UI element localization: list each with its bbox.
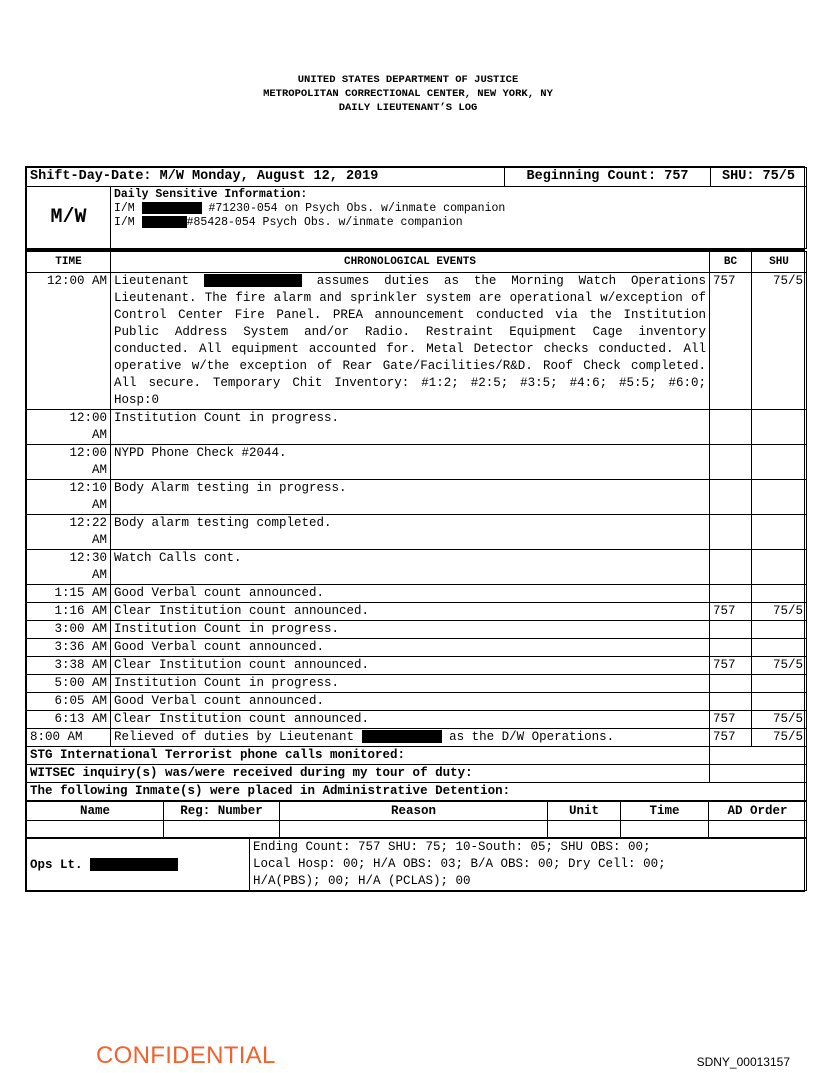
log-time: 12:22 AM	[27, 515, 111, 550]
stg-row	[27, 747, 807, 765]
redaction-bar	[142, 216, 187, 228]
log-event: Watch Calls cont.	[111, 550, 710, 585]
log-row	[27, 480, 807, 515]
witsec-note: WITSEC inquiry(s) was/were received during my tour of duty:	[27, 765, 710, 783]
log-time: 3:38 AM	[27, 657, 111, 675]
log-event: Good Verbal count announced.	[111, 693, 710, 711]
log-time: 8:00 AM	[27, 729, 111, 747]
log-row	[27, 515, 807, 550]
log-bc: 757	[710, 603, 752, 621]
log-bc	[710, 445, 752, 480]
detention-col-reg-number: Reg: Number	[164, 802, 280, 821]
redaction-bar	[90, 858, 178, 871]
log-shu	[752, 550, 807, 585]
detention-col-name: Name	[27, 802, 164, 821]
log-shu: 75/5	[752, 711, 807, 729]
log-row	[27, 711, 807, 729]
detention-col-reason: Reason	[280, 802, 548, 821]
sensitive-line-1: I/M #71230-054 on Psych Obs. w/inmate companion	[114, 202, 506, 216]
bates-number: SDNY_00013157	[696, 1055, 790, 1069]
log-time: 12:00 AM	[27, 273, 111, 410]
log-row	[27, 273, 807, 410]
log-time: 3:00 AM	[27, 621, 111, 639]
log-time: 6:05 AM	[27, 693, 111, 711]
col-shu: SHU	[752, 252, 807, 273]
log-time: 12:00 AM	[27, 410, 111, 445]
log-shu	[752, 515, 807, 550]
header-facility: METROPOLITAN CORRECTIONAL CENTER, NEW YORK, NY	[263, 88, 553, 100]
log-bc: 757	[710, 657, 752, 675]
log-time: 12:10 AM	[27, 480, 111, 515]
log-shu	[752, 480, 807, 515]
header-log-title: DAILY LIEUTENANT’S LOG	[338, 102, 478, 114]
log-shu	[752, 693, 807, 711]
log-event: Institution Count in progress.	[111, 621, 710, 639]
watch-code: M/W	[27, 187, 111, 249]
log-shu: 75/5	[752, 657, 807, 675]
detention-col-ad-order: AD Order	[709, 802, 807, 821]
log-bc: 757	[710, 273, 752, 410]
shift-day-date: Shift-Day-Date: M/W Monday, August 12, 2019	[27, 168, 505, 187]
ending-count-table	[26, 838, 807, 891]
log-row	[27, 445, 807, 480]
log-shu	[752, 675, 807, 693]
log-time: 12:00 AM	[27, 445, 111, 480]
beginning-count: Beginning Count: 757	[505, 168, 711, 187]
detention-empty-row	[27, 821, 807, 838]
log-row	[27, 693, 807, 711]
sensitive-info	[111, 187, 807, 249]
sensitive-info-title: Daily Sensitive Information:	[114, 188, 308, 201]
log-time: 12:30 AM	[27, 550, 111, 585]
log-row	[27, 603, 807, 621]
header-agency: UNITED STATES DEPARTMENT OF JUSTICE	[297, 74, 519, 86]
log-shu: 75/5	[752, 603, 807, 621]
log-event: Body alarm testing completed.	[111, 515, 710, 550]
ops-lt: Ops Lt.	[27, 839, 250, 891]
log-shu	[752, 585, 807, 603]
log-shu: 75/5	[752, 729, 807, 747]
log-shu: 75/5	[752, 273, 807, 410]
redaction-bar	[142, 202, 202, 214]
log-shu	[752, 445, 807, 480]
log-bc	[710, 675, 752, 693]
log-event: Institution Count in progress.	[111, 675, 710, 693]
col-bc: BC	[710, 252, 752, 273]
log-row	[27, 657, 807, 675]
shift-info-block	[25, 166, 805, 250]
log-event: Relieved of duties by Lieutenant as the D/W Operations.	[111, 729, 710, 747]
redaction-bar	[362, 730, 442, 743]
detention-table	[26, 801, 807, 838]
sensitive-line-2: I/M #85428-054 Psych Obs. w/inmate companion	[114, 216, 463, 230]
log-bc: 757	[710, 711, 752, 729]
log-bc	[710, 480, 752, 515]
log-row	[27, 410, 807, 445]
log-event: Good Verbal count announced.	[111, 639, 710, 657]
log-event: NYPD Phone Check #2044.	[111, 445, 710, 480]
log-bc	[710, 515, 752, 550]
redaction-bar	[204, 274, 302, 287]
log-time: 5:00 AM	[27, 675, 111, 693]
log-event: Body Alarm testing in progress.	[111, 480, 710, 515]
log-time: 6:13 AM	[27, 711, 111, 729]
log-event: Institution Count in progress.	[111, 410, 710, 445]
col-time: TIME	[27, 252, 111, 273]
log-row	[27, 585, 807, 603]
log-time: 1:15 AM	[27, 585, 111, 603]
log-bc	[710, 621, 752, 639]
log-row	[27, 550, 807, 585]
chronological-log	[25, 250, 805, 892]
log-event: Lieutenant assumes duties as the Morning Watch Operations Lieutenant. The fire alarm and sprinkler system are operational w/exception of Control Center Fire Panel. PREA announcement conducted via the Institution Public Address System and/or Radio. Restraint Equipment Cage inventory conducted. All equipment accounted for. Metal Detector checks conducted. All operative w/the exception of Rear Gate/Facilities/R&D. Roof Check completed. All secure. Temporary Chit Inventory: #1:2; #2:5; #3:5; #4:6; #5:5; #6:0; Hosp:0	[111, 273, 710, 410]
log-row	[27, 639, 807, 657]
log-event: Clear Institution count announced.	[111, 657, 710, 675]
log-time: 3:36 AM	[27, 639, 111, 657]
ending-count	[250, 839, 807, 891]
log-event: Clear Institution count announced.	[111, 603, 710, 621]
log-bc	[710, 410, 752, 445]
confidential-stamp: CONFIDENTIAL	[96, 1042, 276, 1069]
log-bc: 757	[710, 729, 752, 747]
log-bc	[710, 693, 752, 711]
log-bc	[710, 550, 752, 585]
ending-line-1: Ending Count: 757 SHU: 75; 10-South: 05; SHU OBS: 00;	[253, 840, 651, 854]
admin-row	[27, 783, 807, 801]
document-header	[0, 73, 816, 115]
ending-line-2: Local Hosp: 00; H/A OBS: 03; B/A OBS: 00; Dry Cell: 00;	[253, 857, 666, 871]
shu-count: SHU: 75/5	[711, 168, 807, 187]
log-event: Clear Institution count announced.	[111, 711, 710, 729]
ending-line-3: H/A(PBS); 00; H/A (PCLAS); 00	[253, 874, 471, 888]
log-time: 1:16 AM	[27, 603, 111, 621]
log-row	[27, 675, 807, 693]
admin-note: The following Inmate(s) were placed in Administrative Detention:	[27, 783, 807, 801]
witsec-row	[27, 765, 807, 783]
log-row	[27, 729, 807, 747]
detention-col-time: Time	[621, 802, 709, 821]
log-shu	[752, 621, 807, 639]
stg-note: STG International Terrorist phone calls monitored:	[27, 747, 710, 765]
log-bc	[710, 585, 752, 603]
detention-col-unit: Unit	[548, 802, 621, 821]
log-shu	[752, 639, 807, 657]
col-events: CHRONOLOGICAL EVENTS	[111, 252, 710, 273]
log-bc	[710, 639, 752, 657]
log-event: Good Verbal count announced.	[111, 585, 710, 603]
log-row	[27, 621, 807, 639]
log-shu	[752, 410, 807, 445]
